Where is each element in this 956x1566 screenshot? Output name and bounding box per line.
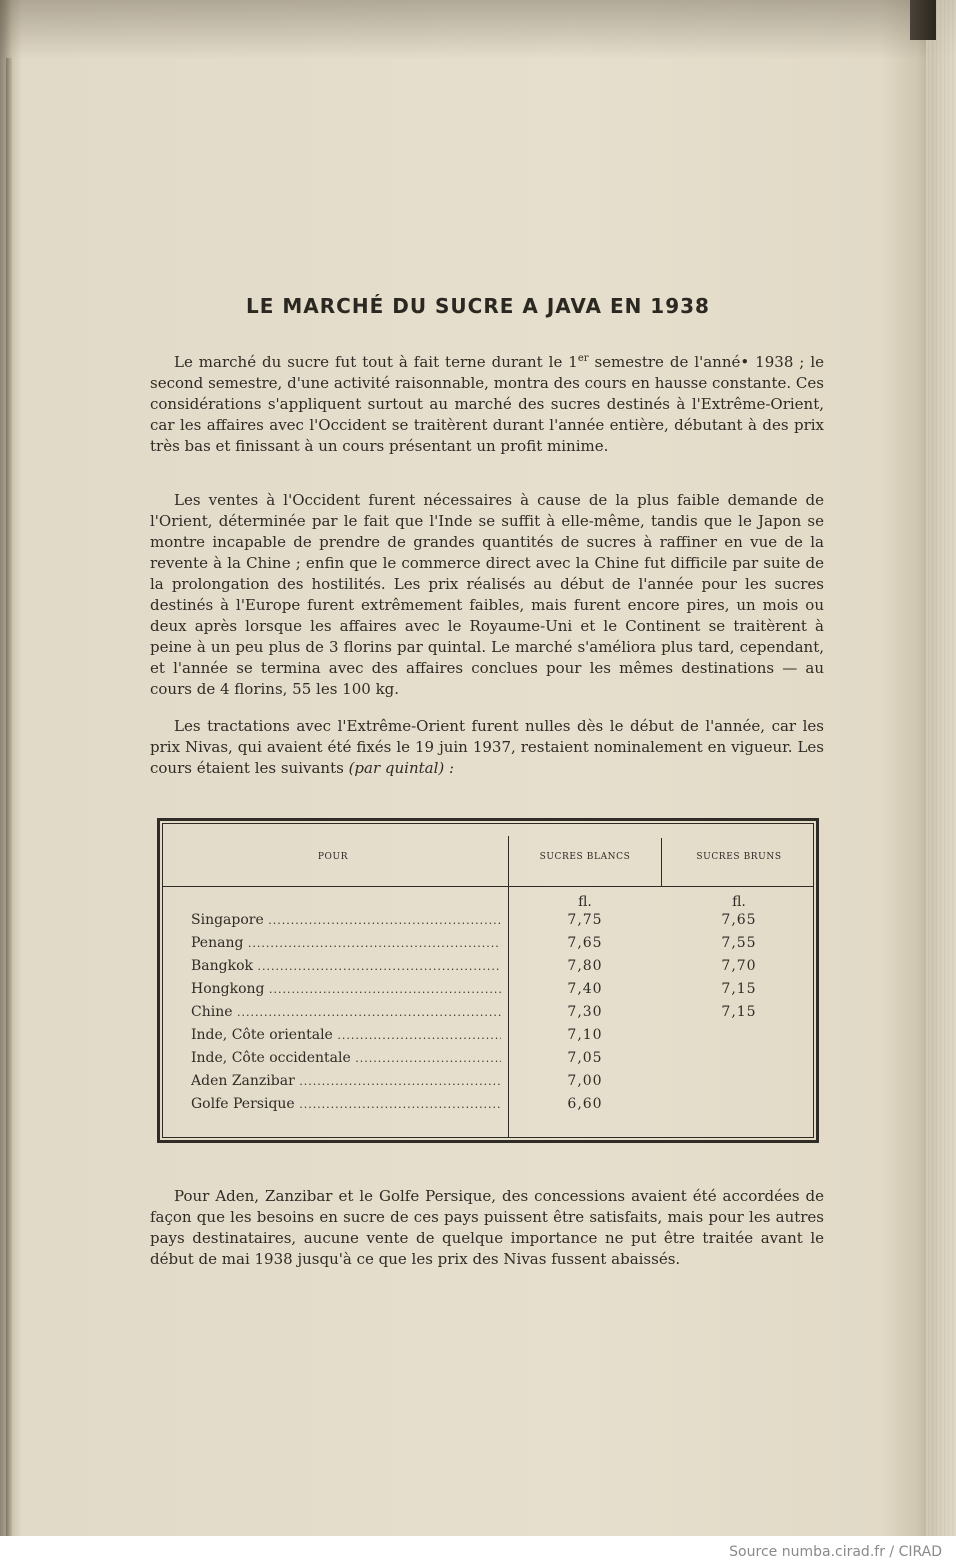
superscript-er: er [577, 353, 589, 364]
paragraph-1-start: Le marché du sucre fut tout à fait terne durant le 1 [174, 353, 578, 371]
book-cover-corner [910, 0, 936, 40]
row-place: Inde, Côte occidentale ..... [191, 1048, 501, 1069]
row-bruns: 7,70 [721, 958, 757, 974]
row-blancs: 7,05 [567, 1050, 603, 1066]
price-table-inner [162, 823, 814, 1138]
table-row [163, 956, 819, 979]
header-pour: POUR [317, 852, 349, 862]
source-credit: Source numba.cirad.fr / CIRAD [729, 1544, 942, 1560]
unit-bruns: fl. [732, 894, 746, 910]
row-bruns: 7,15 [721, 1004, 757, 1020]
paragraph-3-main: Les tractations avec l'Extrême-Orient furent nulles dès le début de l'année, car les prix Nivas, qui avaient été fixés le 19 juin 1937, restaient nominalement en vigueur. Les cours étaient les suivants [150, 717, 824, 777]
paragraph-3 [150, 716, 824, 779]
row-blancs: 7,30 [567, 1004, 603, 1020]
row-place: Penang ..... [191, 933, 501, 954]
column-divider-2 [661, 838, 662, 886]
row-blancs: 7,75 [567, 912, 603, 928]
row-blancs: 7,10 [567, 1027, 603, 1043]
table-row [163, 1025, 819, 1048]
row-blancs: 7,80 [567, 958, 603, 974]
row-place: Aden Zanzibar ..... [191, 1071, 501, 1092]
paragraph-2: Les ventes à l'Occident furent nécessaires à cause de la plus faible demande de l'Orient, déterminée par le fait que l'Inde se suffit à elle-même, tandis que le Japon se montre incapable de prendre de grandes quantités de sucres à raffiner en vue de la revente à la Chine ; enfin que le commerce direct avec la Chine fut difficile par suite de la prolongation des hostilités. Les prix réalisés au début de l'année pour les sucres destinés à l'Europe furent extrêmement faibles, mais furent encore pires, un mois ou deux après lorsque les affaires avec le Royaume-Uni et le Continent se traitèrent à peine à un peu plus de 3 florins par quintal. Le marché s'améliora plus tard, cependant, et l'année se termina avec des affaires conclues pour les mêmes destinations — au cours de 4 florins, 55 les 100 kg. [150, 491, 824, 698]
row-blancs: 7,40 [567, 981, 603, 997]
row-blancs: 7,00 [567, 1073, 603, 1089]
row-place: Chine ..... [191, 1002, 501, 1023]
header-sucres-blancs: SUCRES BLANCS [539, 852, 631, 862]
paragraph-3-italic: (par quintal) : [348, 759, 455, 777]
paragraph-1 [150, 352, 824, 457]
page-title: LE MARCHÉ DU SUCRE A JAVA EN 1938 [246, 294, 710, 318]
row-place: Golfe Persique ..... [191, 1094, 501, 1115]
book-spine-edge [6, 58, 12, 1536]
header-divider [163, 886, 813, 887]
row-bruns: 7,55 [721, 935, 757, 951]
paragraph-1-rest: semestre de l'anné• 1938 ; le second semestre, d'une activité raisonnable, montra des cours en hausse constante. Ces considérations s'appliquent surtout au marché des sucres destinés à l'Extrême-Orient, car les affaires avec l'Occident se traitèrent durant l'année entière, débutant à des prix très bas et finissant à un cours présentant un profit minime. [150, 353, 824, 455]
row-place: Inde, Côte orientale ..... [191, 1025, 501, 1046]
page-top-shadow [0, 0, 956, 60]
row-blancs: 6,60 [567, 1096, 603, 1112]
header-sucres-bruns: SUCRES BRUNS [696, 852, 782, 862]
table-row [163, 1048, 819, 1071]
unit-blancs: fl. [578, 894, 592, 910]
price-table [157, 818, 819, 1143]
table-row [163, 979, 819, 1002]
row-place: Hongkong ..... [191, 979, 501, 1000]
page-edges [926, 0, 956, 1536]
table-row [163, 1002, 819, 1025]
row-bruns: 7,65 [721, 912, 757, 928]
table-row [163, 933, 819, 956]
row-place: Bangkok ..... [191, 956, 501, 977]
row-bruns: 7,15 [721, 981, 757, 997]
row-blancs: 7,65 [567, 935, 603, 951]
row-place: Singapore ..... [191, 910, 501, 931]
paragraph-4: Pour Aden, Zanzibar et le Golfe Persique, des concessions avaient été accordées de façon que les besoins en sucre de ces pays puissent être satisfaits, mais pour les autres pays destinataires, aucune vente de quelque importance ne put être traitée avant le début de mai 1938 jusqu'à ce que les prix des Nivas fussent abaissés. [150, 1187, 824, 1268]
table-row [163, 910, 819, 933]
table-row [163, 1071, 819, 1094]
table-row [163, 1094, 819, 1117]
